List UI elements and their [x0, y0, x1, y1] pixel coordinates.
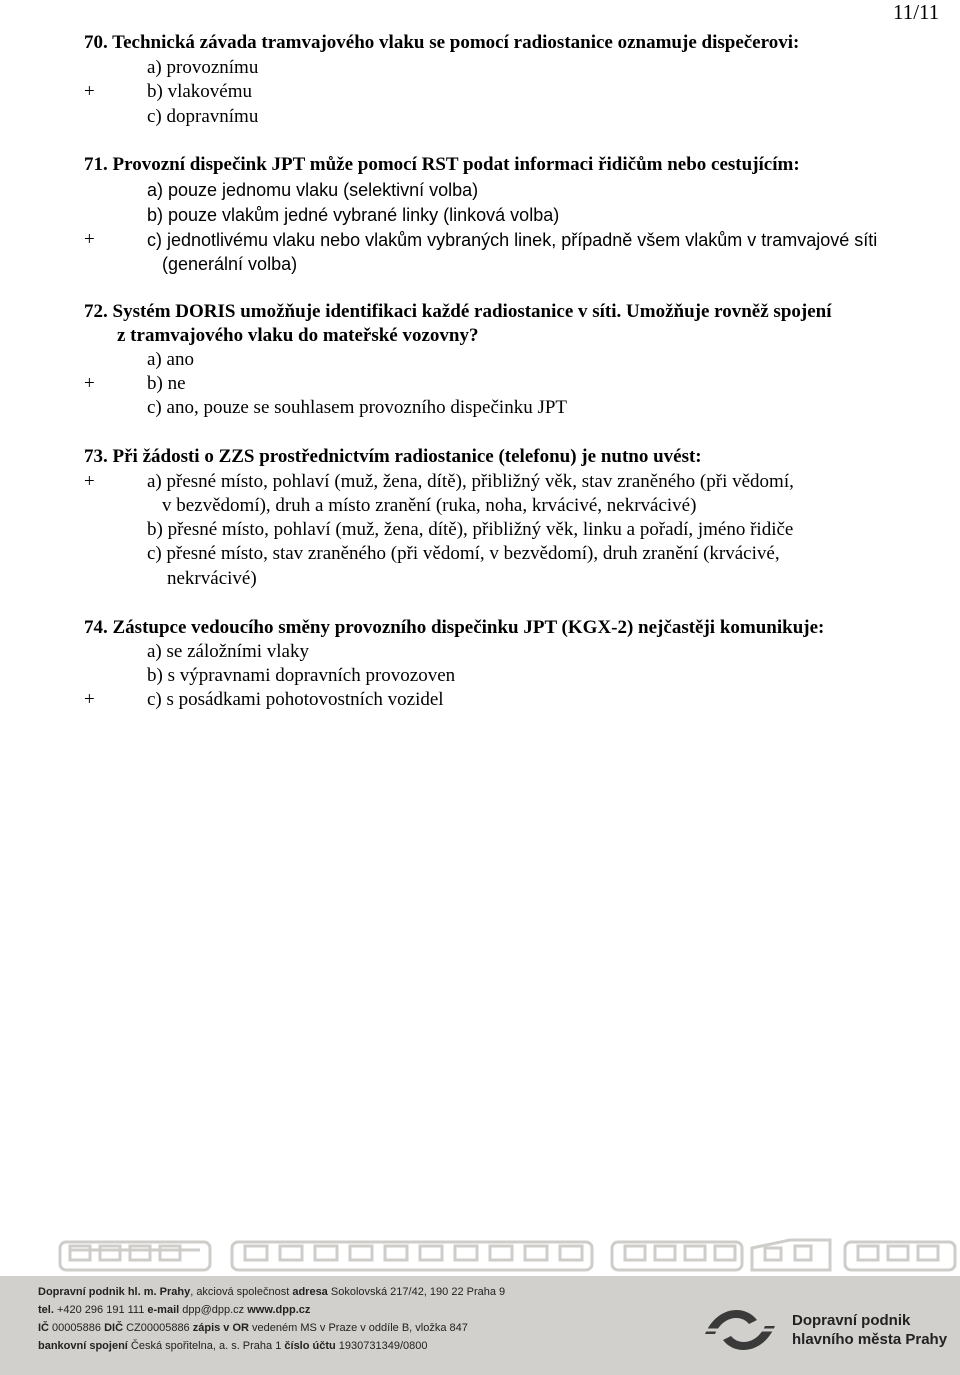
question-text: Systém DORIS umožňuje identifikaci každé radiostanice v síti. Umožňuje rovněž spojení — [112, 301, 832, 322]
company-label: Dopravní podnik hl. m. Prahy — [38, 1286, 191, 1298]
question-74 — [84, 617, 824, 639]
dpp-logo-icon — [697, 1300, 783, 1360]
email-label: e-mail — [147, 1304, 180, 1316]
tel-label: tel. — [38, 1304, 54, 1316]
correct-marker: + — [84, 471, 95, 492]
question-72-continued: z tramvajového vlaku do mateřské vozovny? — [117, 325, 479, 346]
page-number: 11/11 — [893, 0, 940, 24]
email: dpp@dpp.cz — [179, 1304, 248, 1316]
question-73 — [84, 446, 702, 468]
question-number: 72. — [84, 301, 108, 322]
question-72 — [84, 301, 832, 323]
option-72-b: b) ne — [147, 373, 186, 394]
correct-marker: + — [84, 373, 95, 394]
logo-text-line2: hlavního města Prahy — [792, 1331, 948, 1348]
question-text: Zástupce vedoucího směny provozního dispečinku JPT (KGX-2) nejčastěji komunikuje: — [112, 617, 825, 638]
option-72-c: c) ano, pouze se souhlasem provozního dispečinku JPT — [147, 397, 568, 418]
ic: 00005886 — [49, 1322, 105, 1334]
option-74-b: b) s výpravnami dopravních provozoven — [147, 665, 456, 686]
account: 1930731349/0800 — [335, 1340, 428, 1352]
footer-line-bank — [38, 1340, 428, 1353]
question-71 — [84, 154, 800, 176]
company-logo-text — [792, 1311, 947, 1349]
website: www.dpp.cz — [247, 1304, 311, 1316]
footer-line-registration — [38, 1322, 468, 1335]
correct-marker: + — [84, 229, 95, 250]
option-74-a: a) se záložními vlaky — [147, 641, 309, 662]
question-70 — [84, 32, 799, 54]
bank-label: bankovní spojení — [38, 1340, 128, 1352]
option-73-c: c) přesné místo, stav zraněného (při vědomí, v bezvědomí), druh zranění (krvácivé, — [147, 543, 780, 564]
question-number: 73. — [84, 446, 108, 467]
tram-icon — [60, 1242, 210, 1270]
option-73-a: a) přesné místo, pohlaví (muž, žena, dítě), přibližný věk, stav zraněného (při vědomí, — [147, 471, 794, 492]
account-label: číslo účtu — [284, 1340, 336, 1352]
correct-marker: + — [84, 689, 95, 710]
question-number: 70. — [84, 32, 108, 53]
option-71-c: c) jednotlivému vlaku nebo vlakům vybraných linek, případně všem vlakům v tramvajové síti — [147, 230, 878, 250]
question-text: Technická závada tramvajového vlaku se pomocí radiostanice oznamuje dispečerovi: — [112, 32, 800, 53]
logo-text-line1: Dopravní podnik — [792, 1312, 911, 1329]
option-71-a: a) pouze jednomu vlaku (selektivní volba) — [147, 180, 479, 200]
option-71-b: b) pouze vlakům jedné vybrané linky (linková volba) — [147, 205, 560, 225]
dic: CZ00005886 — [123, 1322, 193, 1334]
address-label: adresa — [292, 1286, 328, 1298]
tram-icon — [752, 1240, 830, 1270]
address: Sokolovská 217/42, 190 22 Praha 9 — [327, 1286, 506, 1298]
dic-label: DIČ — [104, 1322, 124, 1334]
tram-icon — [845, 1242, 955, 1270]
tram-icon — [232, 1242, 592, 1270]
option-70-c: c) dopravnímu — [147, 106, 259, 127]
option-70-a: a) provoznímu — [147, 57, 259, 78]
footer-line-company — [38, 1286, 505, 1299]
option-73-b: b) přesné místo, pohlaví (muž, žena, dítě), přibližný věk, linku a pořadí, jméno řidiče — [147, 519, 794, 540]
correct-marker: + — [84, 81, 95, 102]
question-number: 74. — [84, 617, 108, 638]
company-type: , akciová společnost — [190, 1286, 293, 1298]
tram-silhouettes-decoration — [0, 1232, 960, 1276]
footer-line-contact — [38, 1304, 310, 1317]
register: vedeném MS v Praze v oddíle B, vložka 847 — [248, 1322, 468, 1334]
bank: Česká spořitelna, a. s. Praha 1 — [127, 1340, 285, 1352]
question-text: Provozní dispečink JPT může pomocí RST podat informaci řidičům nebo cestujícím: — [112, 154, 800, 175]
tram-icon — [612, 1242, 742, 1270]
register-label: zápis v OR — [192, 1322, 249, 1334]
option-70-b: b) vlakovému — [147, 81, 253, 102]
option-72-a: a) ano — [147, 349, 194, 370]
option-71-c-continued: (generální volba) — [162, 254, 298, 274]
ic-label: IČ — [38, 1322, 49, 1334]
option-73-a-continued: v bezvědomí), druh a místo zranění (ruka, noha, krvácivé, nekrvácivé) — [162, 495, 697, 516]
question-text: Při žádosti o ZZS prostřednictvím radiostanice (telefonu) je nutno uvést: — [112, 446, 702, 467]
question-number: 71. — [84, 154, 108, 175]
option-74-c: c) s posádkami pohotovostních vozidel — [147, 689, 444, 710]
tel: +420 296 191 111 — [53, 1304, 148, 1316]
option-73-c-continued: nekrvácivé) — [167, 568, 257, 589]
